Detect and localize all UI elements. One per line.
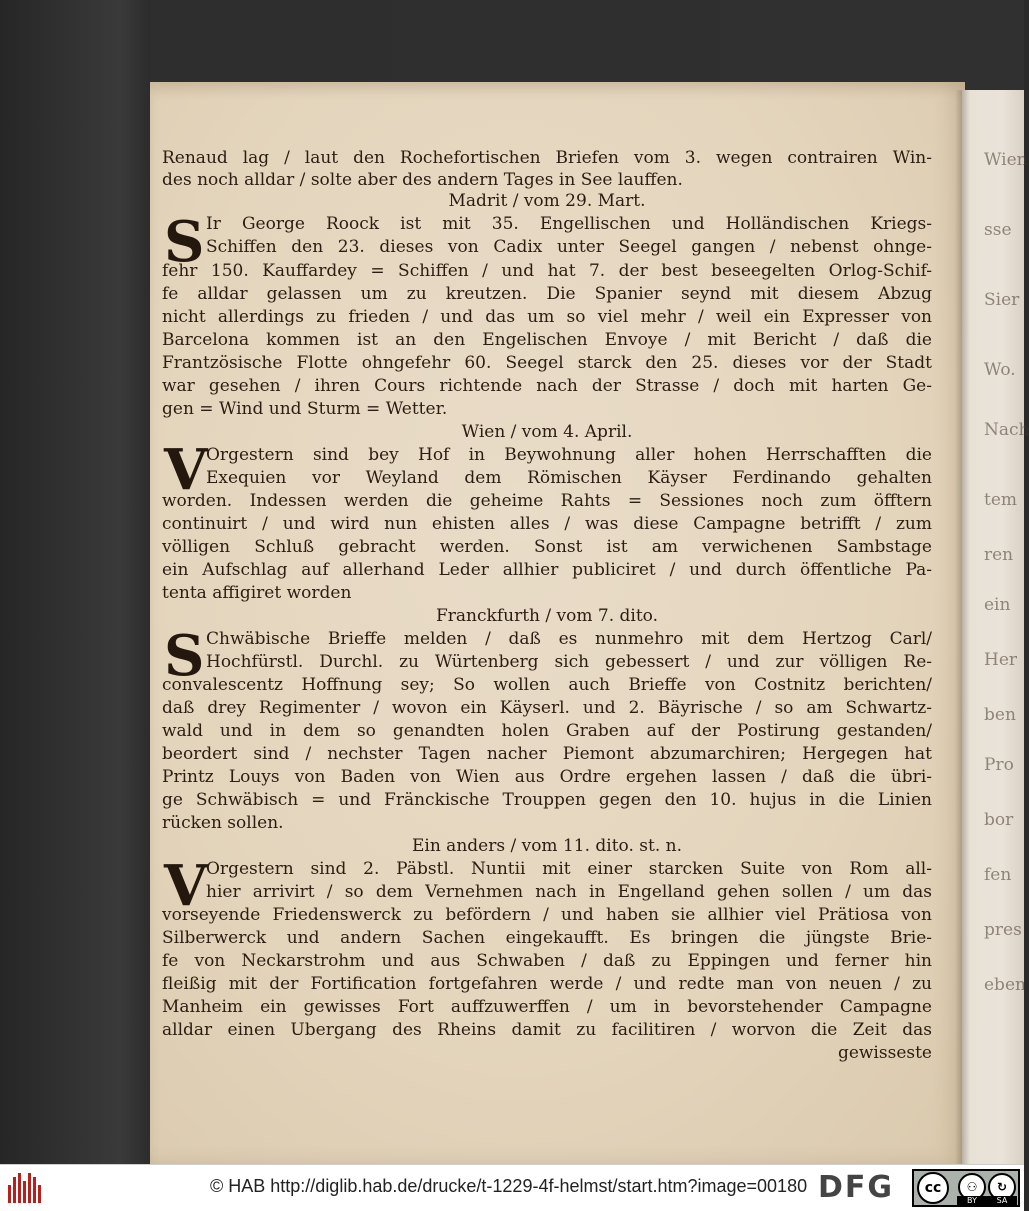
next-leaf-fragment: Nach: [984, 420, 1029, 440]
text-line: daß drey Regimenter / wovon ein Käyserl. und 2. Bäyrische / so am Schwartz-: [162, 698, 932, 718]
next-leaf-fragment: tem: [984, 490, 1018, 510]
text-line: ein Aufschlag auf allerhand Leder allhier publiciret / und durch öffentliche Pa-: [162, 560, 932, 580]
text-line: völligen Schluß gebracht werden. Sonst ist am verwichenen Sambstage: [162, 537, 932, 557]
text-line: Exequien vor Weyland dem Römischen Käyser Ferdinando gehalten: [206, 468, 932, 488]
next-leaf-fragment: bor: [984, 810, 1014, 830]
next-leaf-fragment: Her: [984, 650, 1018, 670]
hab-logo-icon[interactable]: [6, 1171, 46, 1205]
next-leaf-fragment: Sier: [984, 290, 1020, 310]
text-line: wald und in dem so genandten holen Graben auf der Postirung gestanden/: [162, 721, 932, 741]
drop-cap: S: [164, 623, 205, 689]
sa-label: SA: [987, 1196, 1017, 1205]
text-line: Silberwerck und andern Sachen eingekaufft. Es bringen die jüngste Brie-: [162, 928, 932, 948]
text-line: continuirt / und wird nun ehisten alles / was diese Campagne betrifft / zum: [162, 514, 932, 534]
next-leaf-fragment: sse: [984, 220, 1012, 240]
text-line: fe alldar gelassen um zu kreutzen. Die Spanier seynd mit diesem Abzug: [162, 284, 932, 304]
text-line: fehr 150. Kauffardey = Schiffen / und hat 7. der best beseegelten Orlog-Schif-: [162, 261, 932, 281]
person-icon: ⚇: [958, 1173, 986, 1201]
footer-bar: [0, 1164, 1024, 1211]
by-label: BY: [957, 1196, 987, 1205]
text-line: Renaud lag / laut den Rochefortischen Briefen vom 3. wegen contrairen Win-: [162, 148, 932, 168]
text-line: convalescentz Hoffnung sey; So wollen auch Brieffe von Costnitz berichten/: [162, 675, 932, 695]
next-leaf-fragment: Wien: [984, 150, 1028, 170]
text-line: Schiffen den 23. dieses von Cadix unter Seegel gangen / nebenst ohnge-: [206, 237, 932, 257]
text-line: Orgestern sind 2. Päbstl. Nuntii mit einer starcken Suite von Rom all-: [206, 859, 932, 879]
next-leaf-fragment: ben: [984, 705, 1016, 725]
scanner-background: [0, 0, 150, 1164]
cc-license-badge[interactable]: [912, 1169, 1020, 1207]
next-leaf-fragment: eben: [984, 975, 1026, 995]
text-line: Printz Louys von Baden von Wien aus Ordre ergehen lassen / daß die übri-: [162, 767, 932, 787]
dfg-logo[interactable]: DFG: [818, 1170, 895, 1205]
text-line: Manheim ein gewisses Fort auffzuwerffen / um in bevorstehender Campagne: [162, 997, 932, 1017]
share-alike-icon: ↻: [988, 1173, 1016, 1201]
text-line: fe von Neckarstrohm und aus Schwaben / daß zu Eppingen und ferner hin: [162, 951, 932, 971]
copyright-link[interactable]: © HAB http://diglib.hab.de/drucke/t-1229-4f-helmst/start.htm?image=00180: [210, 1176, 808, 1196]
next-leaf-fragment: ren: [984, 545, 1014, 565]
drop-cap: S: [164, 209, 205, 275]
text-line: hier arrivirt / so dem Vernehmen nach in Engelland gehen sollen / um das: [206, 882, 932, 902]
text-line: Hochfürstl. Durchl. zu Würtenberg sich gebessert / und zur völligen Re-: [206, 652, 932, 672]
dateline-heading: Wien / vom 4. April.: [461, 422, 633, 442]
text-line: ge Schwäbisch = und Fränckische Trouppen gegen den 10. hujus in die Linien: [162, 790, 932, 810]
text-line: gen = Wind und Sturm = Wetter.: [162, 399, 448, 419]
text-line: rücken sollen.: [162, 813, 284, 833]
text-line: Frantzösische Flotte ohngefehr 60. Seegel starck den 25. dieses vor der Stadt: [162, 353, 932, 373]
dateline-heading: Franckfurth / vom 7. dito.: [436, 606, 658, 626]
next-leaf-fragment: ein: [984, 595, 1011, 615]
text-line: war gesehen / ihren Cours richtende nach der Strasse / doch mit harten Ge-: [162, 376, 932, 396]
text-line: tenta affigiret worden: [162, 583, 352, 603]
text-line: Orgestern sind bey Hof in Beywohnung aller hohen Herrschafften die: [206, 445, 932, 465]
drop-cap: V: [164, 437, 208, 503]
text-line: Chwäbische Brieffe melden / daß es nunmehro mit dem Hertzog Carl/: [206, 629, 932, 649]
cc-icon: cc: [917, 1172, 949, 1204]
text-line: Barcelona kommen ist an den Engelischen Envoye / mit Bericht / daß die: [162, 330, 932, 350]
text-line: fleißig mit der Fortification fortgefahren werde / und redte man von neuen / zu: [162, 974, 932, 994]
dateline-heading: Ein anders / vom 11. dito. st. n.: [411, 836, 683, 856]
catchword: gewisseste: [837, 1043, 932, 1063]
next-leaf-fragment: Wo.: [984, 360, 1016, 380]
next-page-edge: [962, 90, 1029, 1164]
text-line: worden. Indessen werden die geheime Rahts = Sessiones noch zum öfftern: [162, 491, 932, 511]
next-leaf-fragment: Pro: [984, 755, 1014, 775]
next-leaf-fragment: fen: [984, 865, 1012, 885]
text-line: beordert sind / nechster Tagen nacher Piemont abzumarchiren; Hergegen hat: [162, 744, 932, 764]
dateline-heading: Madrit / vom 29. Mart.: [448, 191, 646, 211]
drop-cap: V: [164, 853, 208, 919]
text-line: Ir George Roock ist mit 35. Engellischen und Holländischen Kriegs-: [206, 214, 932, 234]
text-line: vorseyende Friedenswerck zu befördern / und haben sie allhier viel Prätiosa von: [162, 905, 932, 925]
text-line: nicht allerdings zu frieden / und das um so viel mehr / weil ein Expresser von: [162, 307, 932, 327]
text-line: des noch alldar / solte aber des andern Tages in See lauffen.: [162, 170, 683, 190]
text-line: alldar einen Ubergang des Rheins damit zu facilitiren / worvon die Zeit das: [162, 1020, 932, 1040]
next-leaf-fragment: pres: [984, 920, 1022, 940]
